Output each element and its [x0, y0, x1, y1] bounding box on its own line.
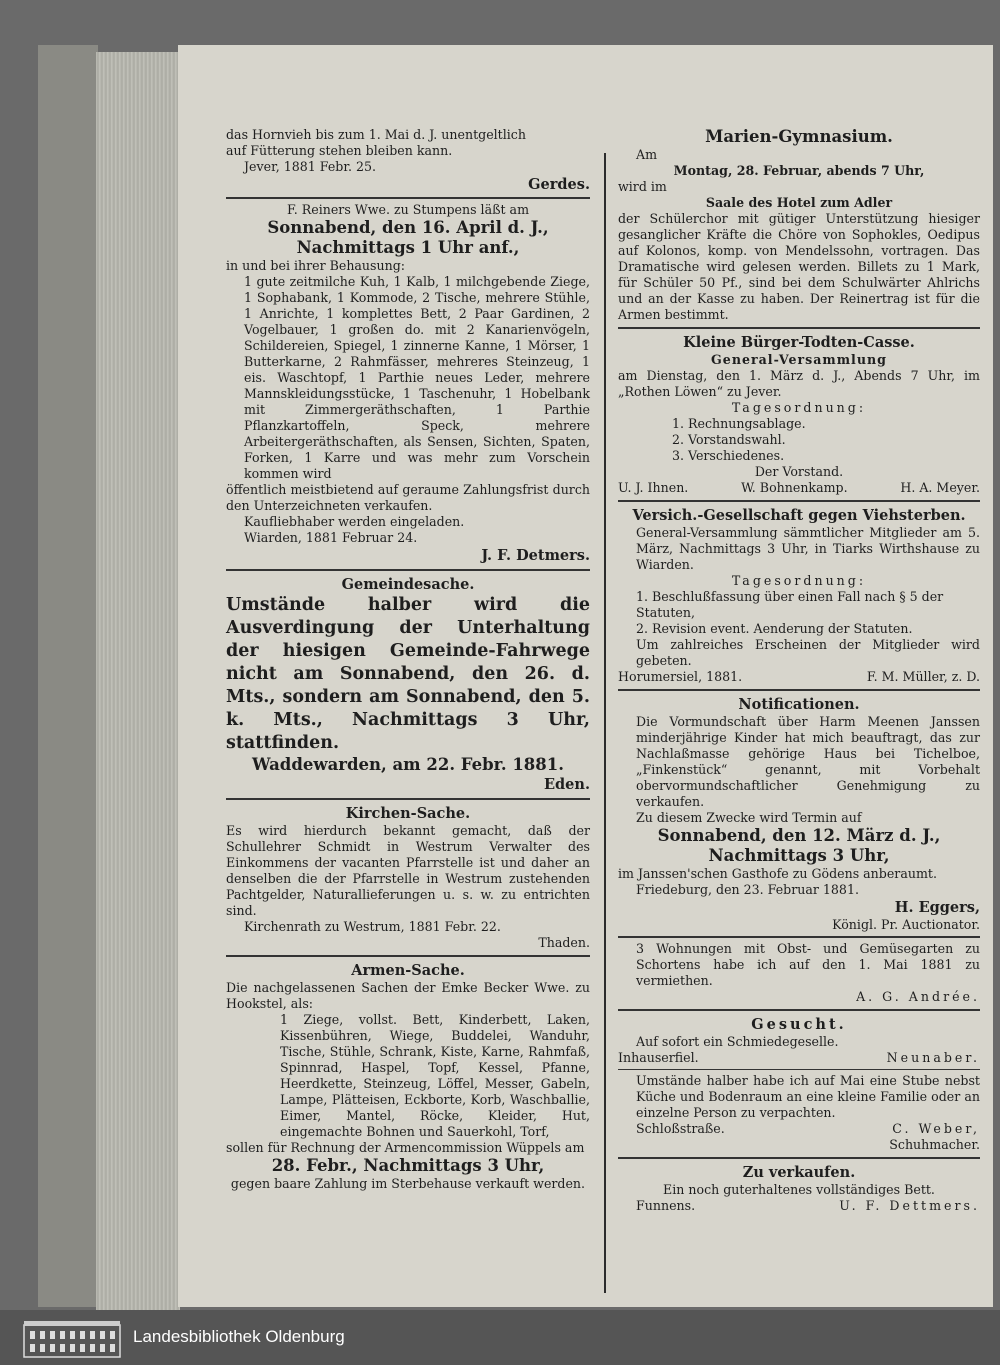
book-cover-edge: [38, 45, 98, 1307]
kammer-body: Umstände halber habe ich auf Mai eine Stube nebst Küche und Bodenraum an eine kleine Familie oder an einzelne Person zu verpachten.: [636, 1073, 980, 1120]
versich-footer: [618, 669, 980, 685]
gesucht-place: Inhauserfiel.: [618, 1049, 699, 1065]
section-rule: [618, 689, 980, 691]
todtencasse-subtitle: General-Versammlung: [711, 352, 887, 367]
gymnasium-wird: wird im: [618, 179, 667, 194]
newspaper-page: [178, 45, 993, 1307]
notifications-title: Notificationen.: [738, 696, 860, 713]
notifications-venue: im Janssen'schen Gasthofe zu Gödens anberaumt.: [618, 866, 937, 881]
left-column: [226, 127, 590, 1192]
page-stack-edge: [96, 52, 180, 1310]
armen-title: Armen-Sache.: [351, 961, 465, 979]
kammer-place: Schloßstraße.: [636, 1121, 725, 1136]
versich-agenda-head: Tagesordnung:: [731, 573, 867, 588]
verkaufen-title: Zu verkaufen.: [742, 1164, 856, 1181]
gesucht-title: Gesucht.: [751, 1015, 847, 1033]
versich-title: Versich.-Gesellschaft gegen Viehsterben.: [632, 507, 966, 524]
versich-agenda-2: 2. Revision event. Aenderung der Statuten.: [636, 621, 913, 636]
intro-line-2: auf Fütterung stehen bleiben kann.: [226, 143, 453, 158]
gymnasium-body: der Schülerchor mit gütiger Unterstützung hiesiger gesanglicher Kräfte die Chöre von Sophokles, Oedipus auf Kolonos, komp. von Mendelssohn, vortragen. Das Dramatische wird gelesen werden. Billets zu 1 Mark, für Schüler 50 Pf., sind bei dem Schulwärter Ahlrichs und an der Kasse zu haben. Der Reinertrag ist für die Armen bestimmt.: [618, 211, 980, 322]
todtencasse-agenda-2: 2. Vorstandswahl.: [672, 432, 786, 447]
notifications-date-2: Nachmittags 3 Uhr,: [708, 846, 890, 865]
versich-signature: F. M. Müller, z. D.: [866, 669, 980, 684]
gymnasium-title: Marien-Gymnasium.: [705, 127, 893, 146]
kirchen-title: Kirchen-Sache.: [345, 804, 471, 822]
verkaufen-body: Ein noch guterhaltenes vollständiges Bett.: [663, 1182, 935, 1197]
gymnasium-am: Am: [636, 147, 658, 162]
section-rule: [226, 569, 590, 571]
kirchen-place-date: Kirchenrath zu Westrum, 1881 Febr. 22.: [244, 918, 501, 934]
armen-terms: sollen für Rechnung der Armencommission Wüppels am: [226, 1139, 585, 1155]
auction-place: in und bei ihrer Behausung:: [226, 257, 406, 273]
auction-place-date: Wiarden, 1881 Februar 24.: [244, 529, 418, 545]
signer-3: H. A. Meyer.: [900, 480, 980, 495]
column-divider: [604, 153, 606, 1293]
wohnungen-signature: A. G. Andrée.: [856, 988, 980, 1004]
kammer-sign-title: Schuhmacher.: [889, 1137, 980, 1152]
todtencasse-board: Der Vorstand.: [754, 464, 844, 479]
todtencasse-title: Kleine Bürger-Todten-Casse.: [683, 334, 915, 351]
todtencasse-agenda-1: 1. Rechnungsablage.: [672, 416, 806, 431]
versich-body: General-Versammlung sämmtlicher Mitglieder am 5. März, Nachmittags 3 Uhr, in Tiarks Wirthshause zu Wiarden.: [636, 525, 980, 572]
signer-1: U. J. Ihnen.: [618, 480, 689, 495]
versich-agenda-1: 1. Beschlußfassung über einen Fall nach § 5 der Statuten,: [636, 589, 944, 620]
armen-lead: Die nachgelassenen Sachen der Emke Becker Wwe. zu Hookstel, als:: [226, 979, 590, 1011]
gemeinde-body: Umstände halber wird die Ausverdingung der Unterhaltung der hiesigen Gemeinde-Fahrwege nicht am Sonnabend, den 26. d. Mts., sondern am Sonnabend, den 5. k. Mts., Nachmittags 3 Uhr, stattfinden.: [226, 594, 590, 753]
kammer-signature: C. Weber,: [892, 1121, 980, 1136]
intro-signature: Gerdes.: [528, 176, 590, 193]
notifications-sign-title: Königl. Pr. Auctionator.: [832, 917, 980, 932]
section-rule: [618, 1069, 980, 1071]
auction-lead: F. Reiners Wwe. zu Stumpens läßt am: [286, 201, 530, 217]
notifications-place-date: Friedeburg, den 23. Februar 1881.: [636, 882, 859, 897]
todtencasse-signers: [618, 480, 980, 496]
notifications-signature: H. Eggers,: [894, 899, 980, 916]
todtencasse-agenda-head: Tagesordnung:: [731, 400, 867, 415]
versich-place-date: Horumersiel, 1881.: [618, 669, 743, 684]
kirchen-signature: Thaden.: [538, 934, 590, 950]
armen-end: gegen baare Zahlung im Sterbehause verkauft werden.: [230, 1175, 586, 1191]
section-rule: [618, 327, 980, 329]
section-rule: [226, 798, 590, 800]
gymnasium-venue: Saale des Hotel zum Adler: [705, 195, 893, 210]
gesucht-signature: Neunaber.: [886, 1049, 980, 1065]
auction-date-line-2: Nachmittags 1 Uhr anf.,: [296, 237, 520, 257]
signer-2: W. Bohnenkamp.: [741, 480, 848, 495]
notifications-date-1: Sonnabend, den 12. März d. J.,: [657, 826, 941, 845]
intro-line-1: das Hornvieh bis zum 1. Mai d. J. unentgeltlich: [226, 127, 526, 142]
right-column: [618, 127, 980, 1214]
todtencasse-body: am Dienstag, den 1. März d. J., Abends 7 Uhr, im „Rothen Löwen“ zu Jever.: [618, 368, 980, 399]
auction-invite: Kaufliebhaber werden eingeladen.: [244, 513, 465, 529]
versich-appeal: Um zahlreiches Erscheinen der Mitglieder wird gebeten.: [636, 637, 980, 668]
library-footer-bar: [0, 1310, 1000, 1365]
verkaufen-place: Funnens.: [636, 1198, 696, 1213]
kirchen-body: Es wird hierdurch bekannt gemacht, daß der Schullehrer Schmidt in Westrum Verwalter des Einkommens der vacanten Pfarrstelle ist und daher an denselben die der Pfarrstelle in Westrum zustehenden Pachtgelder, Naturallieferungen u. s. w. zu entrichten sind.: [226, 822, 590, 918]
auction-date-line-1: Sonnabend, den 16. April d. J.,: [267, 217, 549, 237]
gemeinde-title: Gemeindesache.: [341, 575, 475, 593]
section-rule: [226, 955, 590, 957]
section-rule: [618, 1157, 980, 1159]
gemeinde-signature: Eden.: [543, 775, 590, 793]
verkaufen-footer: [618, 1198, 980, 1214]
gesucht-body: Auf sofort ein Schmiedegeselle.: [636, 1033, 839, 1049]
section-rule: [618, 500, 980, 502]
verkaufen-signature: U. F. Dettmers.: [839, 1198, 980, 1213]
auction-signature: J. F. Detmers.: [481, 546, 590, 564]
section-rule: [618, 1009, 980, 1011]
kammer-footer: [618, 1121, 980, 1137]
gymnasium-date: Montag, 28. Februar, abends 7 Uhr,: [673, 163, 925, 178]
gesucht-footer: [618, 1050, 980, 1066]
todtencasse-agenda-3: 3. Verschiedenes.: [672, 448, 785, 463]
notifications-body: Die Vormundschaft über Harm Meenen Janssen minderjährige Kinder hat mich beauftragt, das zur Nachlaßmasse gehörige Haus bei Tichelboe, „Finkenstück“ genannt, mit Vorbehalt obervormundschaftlicher Genehmigung zu verkaufen.: [636, 714, 980, 809]
library-building-icon: [22, 1319, 122, 1359]
armen-items: 1 Ziege, vollst. Bett, Kinderbett, Laken, Kissenbühren, Wiege, Buddelei, Wanduhr, Tische, Stühle, Schrank, Kiste, Karne, Rahmfaß, Spinnrad, Haspel, Topf, Kessel, Pfanne, Heerdkette, Steinzeug, Löffel, Messer, Gabeln, Lampe, Plätteisen, Eckborte, Korb, Waschballie, Eimer, Mantel, Röcke, Kleider, Hut, eingemachte Bohnen und Sauerkohl, Torf,: [280, 1011, 590, 1139]
auction-items: 1 gute zeitmilche Kuh, 1 Kalb, 1 milchgebende Ziege, 1 Sophabank, 1 Kommode, 2 Tische, mehrere Stühle, 1 Anrichte, 1 komplettes Bett, 2 Paar Gardinen, 2 Vogelbauer, 1 großen do. mit 2 Kanarienvögeln, Schildereien, Spiegel, 1 zinnerne Kanne, 1 Mörser, 1 Butterkarne, 2 Rahmfässer, mehreres Steinzeug, 1 eis. Waschtopf, 1 Parthie neues Leder, mehrere Mannskleidungsstücke, 1 Taschenuhr, 1 Hobelbank mit Zimmergeräthschaften, 1 Parthie Pflanzkartoffeln, Speck, mehrere Arbeitergeräthschaften, als Sensen, Sichten, Spaten, Forken, 1 Karre und was mehr zum Vorschein kommen wird: [244, 273, 590, 481]
armen-date: 28. Febr., Nachmittags 3 Uhr,: [271, 1155, 545, 1175]
section-rule: [618, 936, 980, 938]
auction-terms: öffentlich meistbietend auf geraume Zahlungsfrist durch den Unterzeichneten verkaufen.: [226, 481, 590, 513]
gemeinde-place-date: Waddewarden, am 22. Febr. 1881.: [252, 754, 564, 774]
wohnungen-body: 3 Wohnungen mit Obst- und Gemüsegarten zu Schortens habe ich auf den 1. Mai 1881 zu vermiethen.: [636, 940, 980, 988]
notifications-term: Zu diesem Zwecke wird Termin auf: [636, 810, 862, 825]
intro-place-date: Jever, 1881 Febr. 25.: [244, 159, 376, 174]
section-rule: [226, 197, 590, 199]
library-name: Landesbibliothek Oldenburg: [133, 1327, 345, 1346]
